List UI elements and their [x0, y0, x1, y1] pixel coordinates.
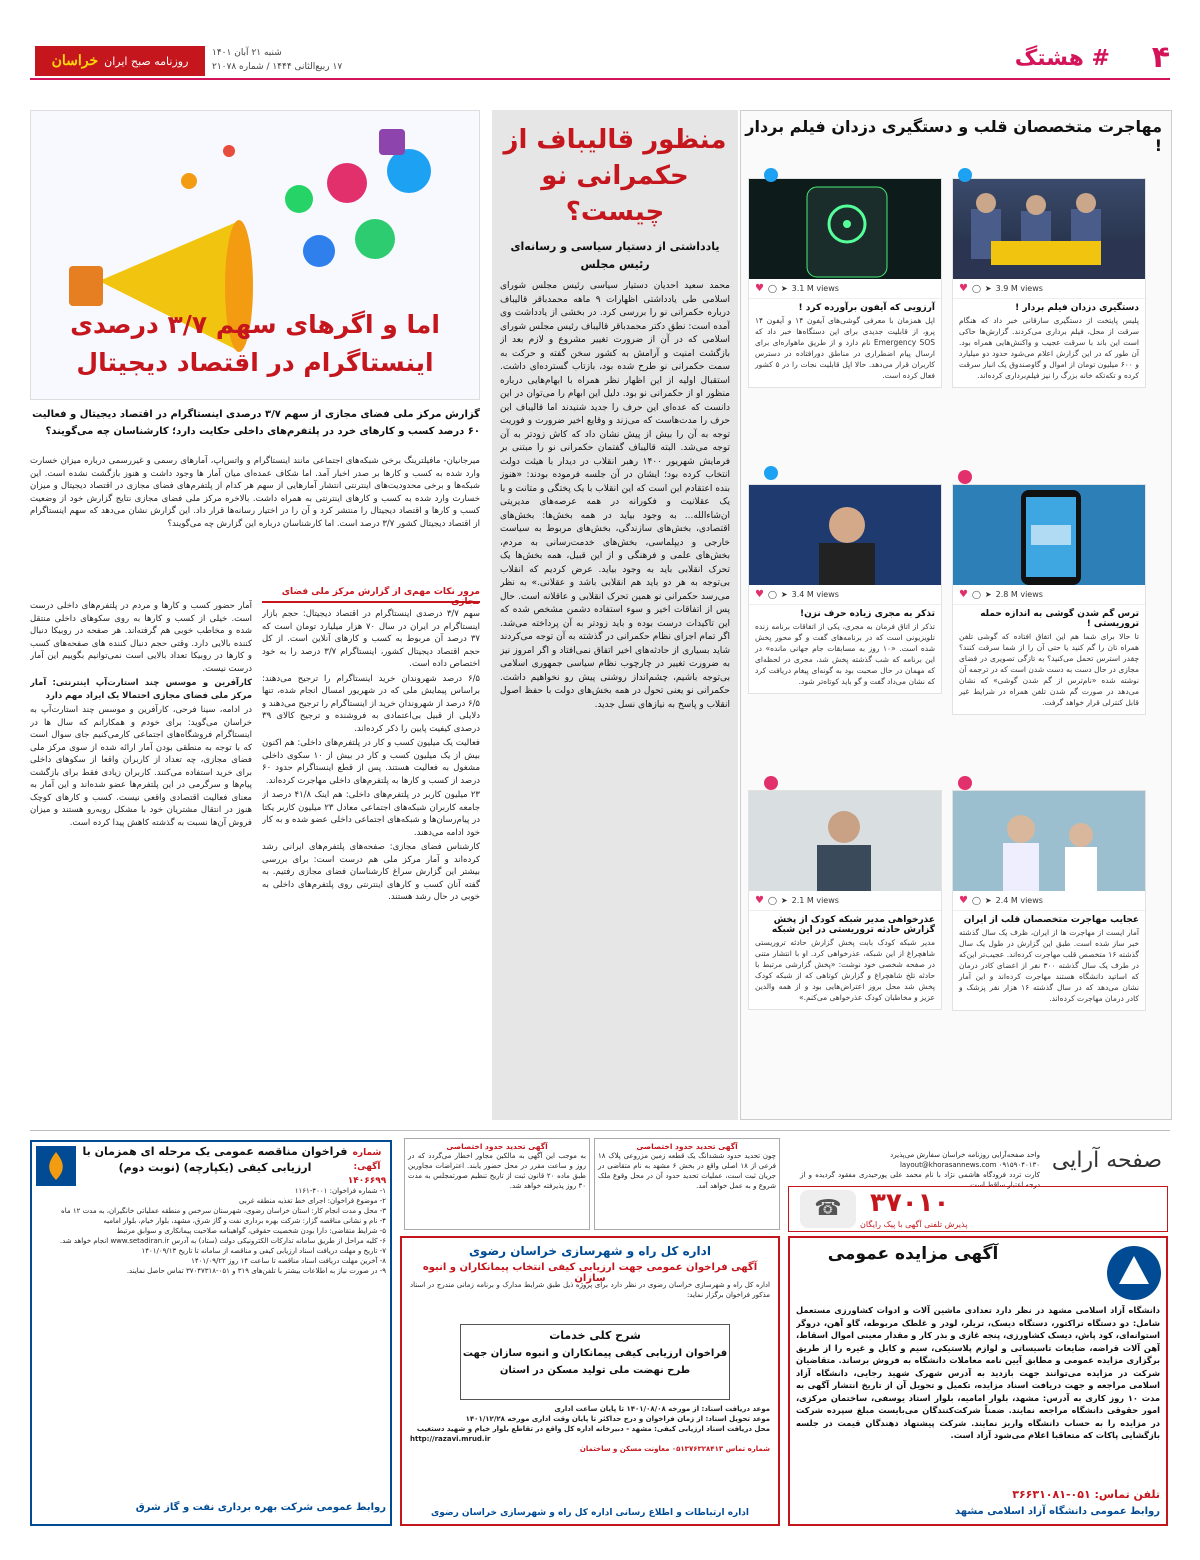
classified-phone-note: پذیرش تلفنی آگهی با پیک رایگان — [860, 1220, 968, 1229]
manager-photo-illustration — [749, 791, 941, 891]
card-title: عجایب مهاجرت متخصصان قلب از ایران — [963, 915, 1139, 925]
housing-ad-org: اداره کل راه و شهرسازی خراسان رضوی — [469, 1244, 711, 1258]
housing-ad-details — [410, 1404, 770, 1454]
azad-university-logo — [1105, 1244, 1163, 1302]
card-text: تذکر از اتاق فرمان به مجری، یکی از اتفاقات برنامه زنده تلویزیونی است که در برنامه‌های گفت و گو محور پخش شده است. «۱۰ روز به مسابقات جام جهانی مانده» در این برنامه که شب گذشته پخش شد، مجری در لحظه‌ای که مهمان در حال صحبت بود به گونه‌ای پیغام دریافت کرد که نشان می‌داد گفت و گو باید کوتاه‌تر شود. — [755, 622, 935, 686]
card-views: 2.8 M views — [995, 590, 1043, 599]
university-emblem — [1105, 1244, 1163, 1302]
classified-title: صفحه آرایی — [1051, 1148, 1162, 1173]
card-views: 3.4 M views — [791, 590, 839, 599]
instagram-icon — [958, 776, 972, 790]
comment-icon[interactable]: ◯ — [767, 896, 777, 905]
comment-icon[interactable]: ◯ — [767, 590, 777, 599]
share-icon[interactable]: ➤ — [780, 590, 788, 599]
notice-title: آگهی تحدید حدود اختصاصی — [636, 1142, 738, 1151]
spacer — [30, 1138, 36, 1144]
heart-icon[interactable]: ♥ — [755, 283, 764, 294]
tv-host-photo-illustration — [749, 485, 941, 585]
share-icon[interactable]: ➤ — [984, 896, 992, 905]
comment-icon[interactable]: ◯ — [971, 284, 981, 293]
key-point: فعالیت یک میلیون کسب و کار در پلتفرم‌های داخلی: هم اکنون بیش از یک میلیون کسب و کار در بیش از ۱۰ سکوی داخلی مشغول به فعالیت هستند. پس از قطع اینستاگرام حدود ۶۰ درصد از کسب و کارها به پلتفرم‌های داخلی مهاجرت کرده‌اند. — [262, 738, 480, 786]
logo-tagline: روزنامه صبح ایران — [104, 54, 189, 68]
feature-card — [748, 178, 942, 388]
opinion-body: محمد سعید احدیان دستیار سیاسی رئیس مجلس شورای اسلامی طی یادداشتی اظهارات ۹ ماهه محمدباقر قالیباف درباره حکمرانی نو را بررسی کرد. در بخشی از یادداشت وی آمده است: نطق دکتر محمدباقر قالیباف رئیس مجلس شورای اسلامی که در آن از ضرورت تغییر مشروع و لازم بعد از بازگشت امنیت و آرامش به کشور سخن گفته و حرکت به سمت حکمرانی نو طرح شده بود، بازتاب گسترده‌ای داشت. استقبال اولیه از این اظهار نظر همراه با ابهام‌هایی درباره منظور او از حکمرانی نو بود. دلیل این ابهام را می‌توان در این دانست که عده‌ای این حرف را جدید شنیدند اما قالیباف این حرف را مدت‌هاست که می‌زند و وقایع اخیر ضرورت و فوریت توجه به آن را بیش از پیش نشان داد که کاش زودتر به آن توجه می‌شد. البته قالیباف گفتمان حکمرانی نو را مبتنی بر فرمایش شهریور ۱۴۰۰ رهبر انقلاب در دیدار با هیئت دولت انتخاب کرده بود؛ ایشان در آن جلسه فرموده بودند: «هنوز بنده اعتقادم این است که این انقلاب با یک پختگی و متانت و با یک عقلانیت و فکورانه در همه عرصه‌های مدیریتی ان‌شاءالله... به وجود بیاید در همه بخش‌ها: بخش‌های اقتصادی، بخش‌های سازندگی، بخش‌های مربوط به سیاست خارجی و دیپلماسی، بخش‌های خدمت‌رسانی به مردم، بخش‌های علمی و فرهنگی و از این قبیل، همه بخش‌ها یک تحرک انقلابی باید به وجود بیاید. عرض کردیم که انقلاب بی‌توجه به هر دو باید هم انقلابی باشد و عقلانی.» به نظر می‌رسد حکمرانی نو همین تحرک انقلابی و عاقلانه است. حال پس از اتفاقات اخیر و سوء استفاده دشمن مشخص شده که این تاکیدات درست بوده و باید زودتر به آن پرداخته می‌شد. اگر تمام اجزای نظام حکمرانی در گذشته به آن توجه می‌کردند شاید بسیاری از حادثه‌های اخیر اتفاق نمی‌افتاد و اگر امروز نیز به ضرورت تغییر در چارچوب نظام سیاسی جمهوری اسلامی بی‌توجه باشیم، چشم‌انداز روشنی پیش رو نخواهیم داشت. حکمرانی نو یعنی تحول در همه بخش‌های دولت با حفظ اصول انقلاب و پاسخ به نیازهای نسل جدید. — [500, 281, 730, 710]
housing-ad-footer: اداره ارتباطات و اطلاع رسانی اداره کل راه و شهرسازی خراسان رضوی — [430, 1508, 749, 1518]
card-views: 3.1 M views — [791, 284, 839, 293]
notice-text: به موجب این آگهی به مالکین مجاور اخطار می‌گردد که در روز و ساعت مقرر در محل حضور یابند. اعتراضات مجاورین طبق ماده ۲۰ قانون ثبت از تاریخ تنظیم صورتمجلس به مدت ۳۰ روز پذیرفته خواهد شد. — [408, 1152, 586, 1190]
police-photo-illustration — [953, 179, 1145, 279]
manager-photo — [749, 791, 941, 891]
medical-photo — [953, 791, 1145, 891]
classified-line: کارت تردد فرودگاه هاشمی نژاد با نام محمد علی پورحیدری مفقود گردیده و از درجه اعتبار ساقط است. — [800, 1171, 1040, 1189]
housing-ad-intro: اداره کل راه و شهرسازی خراسان رضوی در نظر دارد برای پروژه ذیل طبق شرایط مدارک و برنامه زمانی مندرج در اسناد مذکور فراخوان برگزار نماید: — [410, 1281, 770, 1299]
heart-icon[interactable]: ♥ — [959, 283, 968, 294]
auction-phone: تلفن تماس: ۰۵۱-۳۶۶۳۱۰۸۱ — [1012, 1488, 1160, 1501]
feature-title: مهاجرت متخصصان قلب و دستگیری دزدان فیلم بردار ! — [745, 117, 1162, 155]
article-paragraph: آمار حضور کسب و کارها و مردم در پلتفرم‌های داخلی درست است. خیلی از کسب و کارها به روی سکوهای داخلی منتقل شده و مخاطب خوبی هم گرفته‌اند. هر صفحه در روبیکا دنبال کننده بالایی دارد. وقتی حجم دنبال کننده های صفحه‌های کسب و کارها در روبیکا تعداد بالایی است نمی‌توانیم بگوییم این آمار درست نیست. — [30, 601, 252, 674]
tender-title: فراخوان مناقصه عمومی یک مرحله ای همزمان با ارزیابی کیفی (یکپارچه) (نوبت دوم) — [82, 1145, 348, 1174]
tender-item: ۶- کلیه مراحل از طریق سامانه تدارکات الکترونیکی دولت (ستاد) به آدرس www.setadiran.ir انجام خواهد شد. — [59, 1237, 386, 1245]
card-title: عذرخواهی مدیر شبکه کودک از پخش گزارش حادثه تروریستی در این شبکه — [771, 915, 935, 935]
legal-notice — [594, 1138, 780, 1230]
issue-number: ۱۷ ربیع‌الثانی ۱۴۴۴ / شماره ۲۱۰۷۸ — [212, 62, 343, 72]
card-text: آمار ایست از مهاجرت ها از ایران، ظرف یک سال گذشته خبر ساز شده است. طبق این گزارش در طول یک سال گذشته ۱۶ متخصص قلب مهاجرت کرده‌اند. عجیب‌تر این‌که در طرف یک سال گذشته ۳۰۰ نفر از اعضای کادر درمان که اساتید دانشگاه هستند مهاجرت کرده‌اند و این آمار نشان می‌دهد که در سال گذشته ۱۶ هزار نفر پزشک و کادر درمان مهاجرت کرده‌اند. — [959, 928, 1140, 1003]
key-point: ۲۳ میلیون کاربر در پلتفرم‌های داخلی: هم اینک ۴۱/۸ درصد از جامعه کاربران شبکه‌های اجتماعی معادل ۲۳ میلیون کاربر یکتا در پیام‌رسان‌ها و شبکه‌های اجتماعی داخلی عضو شده و به کار خود ادامه می‌دهند. — [262, 790, 480, 838]
instagram-icon — [958, 470, 972, 484]
flame-emblem — [36, 1146, 76, 1186]
comment-icon[interactable]: ◯ — [971, 896, 981, 905]
card-text: مدیر شبکه کودک بابت پخش گزارش حادثه تروریستی شاهچراغ از این شبکه، عذرخواهی کرد. او با انتشار متنی در صفحه شخصی خود نوشت: «پخش گزارشی مرتبط با حادثه تلخ شاهچراغ و گزارش کوتاهی که از شبکه کودک پخش شد محل بروز اعتراض‌هایی بود و از همه والدین عزیز و مخاطبان کودک عذرخواهی می‌کنم.» — [755, 938, 935, 1002]
heart-icon[interactable]: ♥ — [755, 895, 764, 906]
tv-host-photo — [749, 485, 941, 585]
housing-ad-line: شماره تماس ۰۵۱۳۷۶۳۲۸۴۱۳ معاونت مسکن و ساختمان — [579, 1445, 770, 1453]
services-header: شرح کلی خدمات — [549, 1329, 641, 1342]
logo-brand: خراسان — [51, 53, 99, 69]
newspaper-logo — [35, 46, 205, 76]
housing-ad-link[interactable]: http://razavi.mrud.ir — [410, 1435, 491, 1443]
police-photo — [953, 179, 1145, 279]
card-title: آرزویی که آیفون برآورده کرد ! — [798, 303, 935, 313]
key-points-header: مرور نکات مهم‌ی از گزارش مرکز ملی فضای مجازی — [262, 587, 480, 603]
tender-number: شماره آگهی: ۱۴۰۶۶۹۹ — [347, 1148, 387, 1186]
classified-line: واحد صفحه‌آرایی روزنامه خراسان سفارش می‌پذیرد — [890, 1151, 1040, 1159]
housing-ad-services — [460, 1324, 730, 1400]
feature-card — [748, 484, 942, 694]
housing-ad-line: محل دریافت اسناد ارزیابی کیفی: مشهد - دبیرخانه اداره کل واقع در تقاطع بلوار خیام و شهید دستغیب — [416, 1425, 770, 1433]
legal-notice — [404, 1138, 590, 1230]
classified-lines — [800, 1150, 1040, 1190]
services-text: فراخوان ارزیابی کیفی پیمانکاران و انبوه سازان جهت طرح نهضت ملی تولید مسکن در استان — [462, 1348, 728, 1376]
section-title: # هشتگ — [1014, 46, 1110, 71]
article-paragraph: در ادامه، سینا فرحی، کارآفرین و موسس چند استارت‌آپ به خراسان می‌گوید: برای خودم و همکارانم که سال ها در اینستاگرام فروشگاه‌های اجتماعی کارمی‌کنیم جای سوال است که با توجه به منطقی بودن آمار ارائه شده از سوی مرکز ملی فضای مجازی، چه تعداد از کاربران واقعا از سکوهای داخلی برای خرید استفاده می‌کنند. کاربران زیادی فقط برای بازگشت پیام‌ها و سرگرمی در این پلتفرم‌ها عضو شده‌اند و این آمار به معنای فعالیت اقتصادی واقعی نیست. کسب و کارهای کوچک هنوز در انتقال مشتریان خود با مشکل روبه‌رو هستند و میزان فروش آن‌ها نسبت به گذشته کاهش پیدا کرده است. — [30, 705, 252, 828]
feature-card — [952, 790, 1146, 1011]
auction-title: آگهی مزایده عمومی — [827, 1244, 999, 1264]
tender-item: ۳- محل و مدت انجام کار: استان خراسان رضوی، شهرستان سرخس و منطقه عملیاتی خانگیران، به مدت ۱۲ ماه — [61, 1207, 386, 1215]
classified-line: layout@khorasannews.com ۰۹۱۵۹۰۴۰۱۳۰ — [899, 1161, 1040, 1169]
tender-item: ۲- موضوع فراخوان: اجرای خط تغذیه منطقه غربی — [239, 1197, 386, 1205]
article-intro: میرجانیان- مافیلترینگ برخی شبکه‌های اجتماعی مانند اینستاگرام و واتس‌اپ، آمارهای رسمی و غیررسمی درباره میزان خسارت وارد شده به کسب و کارها بر صدر اخبار آمد. اما شکاف عمده‌ای میان آمار ها وجود داشت و هنوز بازگشت نشده است. این شبکه‌ها و برخی محدودیت‌های اینترنتی انتشار آمارهایی از سهم هر کدام از پلتفرم‌های فضای مجازی در اقتصاد دیجیتال و میزان خسارت وارد شده به کسب و کارهای اینترنتی به همراه داشت. بالاخره مرکز ملی فضای مجازی نتایج گزارش خود از وضعیت کسب و کارها و اقتصاد دیجیتال را منتشر کرد و آن را در اختیار رسانه‌ها قرار داد. این گزارش نشان می‌دهد که سهم اینستاگرام از اقتصاد دیجیتال کشور ۳/۷ درصد است. اما کارشناسان درباره این گزارش چه می‌گویند؟ — [30, 456, 480, 529]
tender-item: ۹- در صورت نیاز به اطلاعات بیشتر با تلفن‌های ۳۱۹ و ۰۵۱-۳۷۰۴۷۳۱۸ تماس حاصل نمایند. — [126, 1267, 386, 1275]
tender-item: ۱- شماره فراخوان: ۴۰۰۱-۱۱۶۱ — [294, 1187, 386, 1195]
key-point: سهم ۳/۷ درصدی اینستاگرام در اقتصاد دیجیتال: حجم بازار اینستاگرام در ایران در سال ۷۰ هزار میلیارد تومان است که ۳۷ درصد آن مربوط به کسب و کارهای آنلاین است. از کل حجم اقتصاد دیجیتال کشور، اینستاگرام ۳/۷ درصد را به خود اختصاص داده است. — [262, 609, 480, 669]
feature-card — [952, 178, 1146, 388]
auction-org: روابط عمومی دانشگاه آزاد اسلامی مشهد — [955, 1506, 1160, 1517]
phone-photo-illustration — [953, 485, 1145, 585]
gas-company-logo — [36, 1146, 76, 1186]
card-views: 2.4 M views — [995, 896, 1043, 905]
phone-photo — [953, 485, 1145, 585]
card-views: 2.1 M views — [791, 896, 839, 905]
opinion-subtitle: یادداشتی از دستیار سیاسی و رسانه‌ای رئیس مجلس — [510, 240, 720, 271]
heart-icon[interactable]: ♥ — [755, 589, 764, 600]
article-headline: اما و اگرهای سهم ۳/۷ درصدی اینستاگرام در اقتصاد دیجیتال — [70, 310, 440, 377]
tender-item: ۴- نام و نشانی مناقصه گزار: شرکت بهره برداری نفت و گاز شرق، مشهد، بلوار خیام، بلوار امامیه — [103, 1217, 386, 1225]
twitter-icon — [958, 168, 972, 182]
telephone-icon: ☎ — [800, 1190, 856, 1228]
tender-item: ۵- شرایط متقاضی: دارا بودن شخصیت حقوقی، گواهینامه صلاحیت پیمانکاری و سوابق مرتبط — [116, 1227, 386, 1235]
heart-icon[interactable]: ♥ — [959, 589, 968, 600]
tender-item: ۸- آخرین مهلت دریافت اسناد مناقصه تا ساعت ۱۴ روز ۱۴۰۱/۰۹/۲۲ — [191, 1257, 386, 1265]
share-icon[interactable]: ➤ — [780, 284, 788, 293]
medical-photo-illustration — [953, 791, 1145, 891]
comment-icon[interactable]: ◯ — [971, 590, 981, 599]
housing-ad-title: آگهی فراخوان عمومی جهت ارزیابی کیفی انتخاب پیمانکاران و انبوه سازان — [422, 1262, 758, 1284]
tender-body — [36, 1186, 386, 1496]
classified-phone-number[interactable]: ۳۷۰۱۰ — [870, 1188, 950, 1218]
instagram-icon — [764, 776, 778, 790]
key-point: کارشناس فضای مجازی: صفحه‌های پلتفرم‌های ایرانی رشد کرده‌اند و آمار مرکز ملی هم درست است: برای بررسی بیشتر این گزارش سراغ کارشناسان فضای مجازی رفتیم. به گفته آنان کسب و کارهای اینترنتی روی پلتفرم‌های داخلی به خوبی در حال رشد هستند. — [262, 842, 480, 902]
iphone-photo — [749, 179, 941, 279]
key-point: ۶/۵ درصد شهروندان خرید اینستاگرام را ترجیح می‌دهند: براساس پیمایش ملی که در شهریور امسال انجام شده، تنها ۶/۵ درصد از شهروندان خرید از اینستاگرام را ترجیح می‌دهند و دلایلی از قبیل بی‌اعتمادی به فروشنده و ترجیح کالای ۳۹ درصدی کیفیت پایین را ذکر کرده‌اند. — [262, 673, 480, 734]
notice-title: آگهی تحدید حدود اختصاصی — [446, 1142, 548, 1151]
card-title: دستگیری دزدان فیلم بردار ! — [1015, 303, 1139, 313]
housing-ad-line: موعد دریافت اسناد: از مورخه ۱۴۰۱/۰۸/۰۸ تا پایان ساعت اداری — [554, 1405, 770, 1413]
twitter-icon — [764, 466, 778, 480]
tender-footer: روابط عمومی شرکت بهره برداری نفت و گاز شرق — [135, 1502, 386, 1513]
comment-icon[interactable]: ◯ — [767, 284, 777, 293]
auction-text: دانشگاه آزاد اسلامی مشهد در نظر دارد تعدادی ماشین آلات و ادوات کشاورزی مستعمل شامل: دو دستگاه تراکتور، دستگاه دیسک، تریلر، لودر و غلطک مربوطه، گاو آهن، دروگر استوانه‌ای، کود پاش، دیسک کشاورزی، پنجه غازی و بذر کار و مقدار معینی اموال اسقاط، آهن آلات قراضه، ضایعات تاسیساتی و لوازم پلاستیکی، سیم و کابل و غیره را از طریق برگزاری مزایده عمومی و مطابق آیین نامه معاملات دانشگاه به فروش برساند. متقاضیان شرکت در مزایده می‌توانند جهت بازدید به آدرس شهرک شهید رجایی، دانشگاه آزاد اسلامی مراجعه و جهت دریافت اسناد مزایده، تکمیل و تحویل آن از تاریخ انتشار آگهی به مدت ۱۰ روز کاری به آدرس: مشهد، بلوار امامیه، بلوار استاد یوسفی، ساختمان مرکزی، امور حقوقی دانشگاه مراجعه نمایند. ضمناً شرکت‌کنندگان می‌بایست مبلغ سپرده شرکت در مزایده را به حساب دانشگاه واریز نمایند. شرکت پیشنهاد دهندگان قیمت در جلسه بازگشایی پاکات که متعاقبا اعلام می‌شود آزاد است. — [796, 1305, 1160, 1440]
card-views: 3.9 M views — [995, 284, 1043, 293]
card-text: پلیس پایتخت از دستگیری سارقانی خبر داد که هنگام سرقت از محل، فیلم برداری می‌کردند. گزارش‌ها حاکی است این باند با سرقت عجیب و واکنش‌هایی همراه بود. آن طور که در این گزارش اعلام می‌شود حدود دو میلیارد و ۶۰۰ میلیون تومان از اموال و گاوصندوق یک انبار سرقت کرده و تکه‌تکه خانه بزرگ را نیز فیلم‌برداری کرده‌اند. — [959, 316, 1139, 380]
ads-divider — [30, 1130, 1170, 1131]
tender-item: ۷- تاریخ و مهلت دریافت اسناد ارزیابی کیفی و مناقصه از سامانه تا تاریخ ۱۴۰۱/۰۹/۱۳ — [141, 1247, 386, 1255]
heart-icon[interactable]: ♥ — [959, 895, 968, 906]
opinion-title: منظور قالیباف از حکمرانی نو چیست؟ — [503, 125, 727, 227]
card-title: ترس گم شدن گوشی به اندازه حمله تروریستی ! — [980, 609, 1139, 629]
page-number: ۴ — [1151, 40, 1170, 75]
iphone-photo-illustration — [749, 179, 941, 279]
card-text: اپل همزمان با معرفی گوشی‌های آیفون ۱۴ و آیفون ۱۴ پرو، از قابلیت جدیدی برای این دستگاه‌ها خبر داد که Emergency SOS نام دارد و از طریق ماهواره‌ای برای ارسال پیام اضطراری در مناطق دورافتاده در دسترس کاربران قرار می‌دهد. حالا اپل قابلیت نجات را در ۵ کشور فعال کرده است. — [755, 316, 935, 380]
feature-card — [748, 790, 942, 1010]
share-icon[interactable]: ➤ — [984, 590, 992, 599]
share-icon[interactable]: ➤ — [984, 284, 992, 293]
notice-text: چون تحدید حدود ششدانگ یک قطعه زمین مزروعی پلاک ۱۸ فرعی از ۱۸ اصلی واقع در بخش ۶ مشهد به نام متقاضی در جریان ثبت است، عملیات تحدید حدود آن در محل وقوع ملک شروع و به عمل خواهد آمد. — [598, 1152, 776, 1190]
issue-date: شنبه ۲۱ آبان ۱۴۰۱ — [212, 48, 282, 58]
twitter-icon — [764, 168, 778, 182]
card-text: تا حالا برای شما هم این اتفاق افتاده که گوشی تلفن همراه تان را گم کنید یا حتی آن را از شما سرقت کنند؟ چقدر استرس تحمل می‌کنید؟ به تازگی تصویری در فضای مجازی در حال دست به دست شدن است که در ترجمه آن نوشته شده «نام‌ترس از گم شدن گوشی» که نشان می‌دهد در صورت گم شدن تلفن همراه در شرایط غیر قابل کنترلی قرار خواهد گرفت. — [959, 632, 1139, 707]
key-points-column — [262, 608, 480, 1118]
header-rule — [30, 78, 1170, 80]
article-lead: گزارش مرکز ملی فضای مجازی از سهم ۳/۷ درصدی اینستاگرام در اقتصاد دیجیتال و فعالیت ۶۰ درصد کسب و کارهای خرد در پلتفرم‌های داخلی حکایت دارد؛ کارشناسان چه می‌گویند؟ — [32, 409, 480, 437]
article-column-3 — [30, 600, 252, 1120]
share-icon[interactable]: ➤ — [780, 896, 788, 905]
feature-card — [952, 484, 1146, 715]
housing-ad-line: موعد تحویل اسناد: از زمان فراخوان و درج حداکثر تا پایان وقت اداری مورخه ۱۴۰۱/۱۲/۲۸ — [465, 1415, 770, 1423]
article-subheading: کارآفرین و موسس چند استارت‌آپ اینترنتی: آمار مرکز ملی فضای مجازی احتمالا یک ایراد مهم دارد — [30, 678, 252, 701]
card-title: تذکر به مجری زیاده حرف نزن! — [800, 609, 935, 619]
